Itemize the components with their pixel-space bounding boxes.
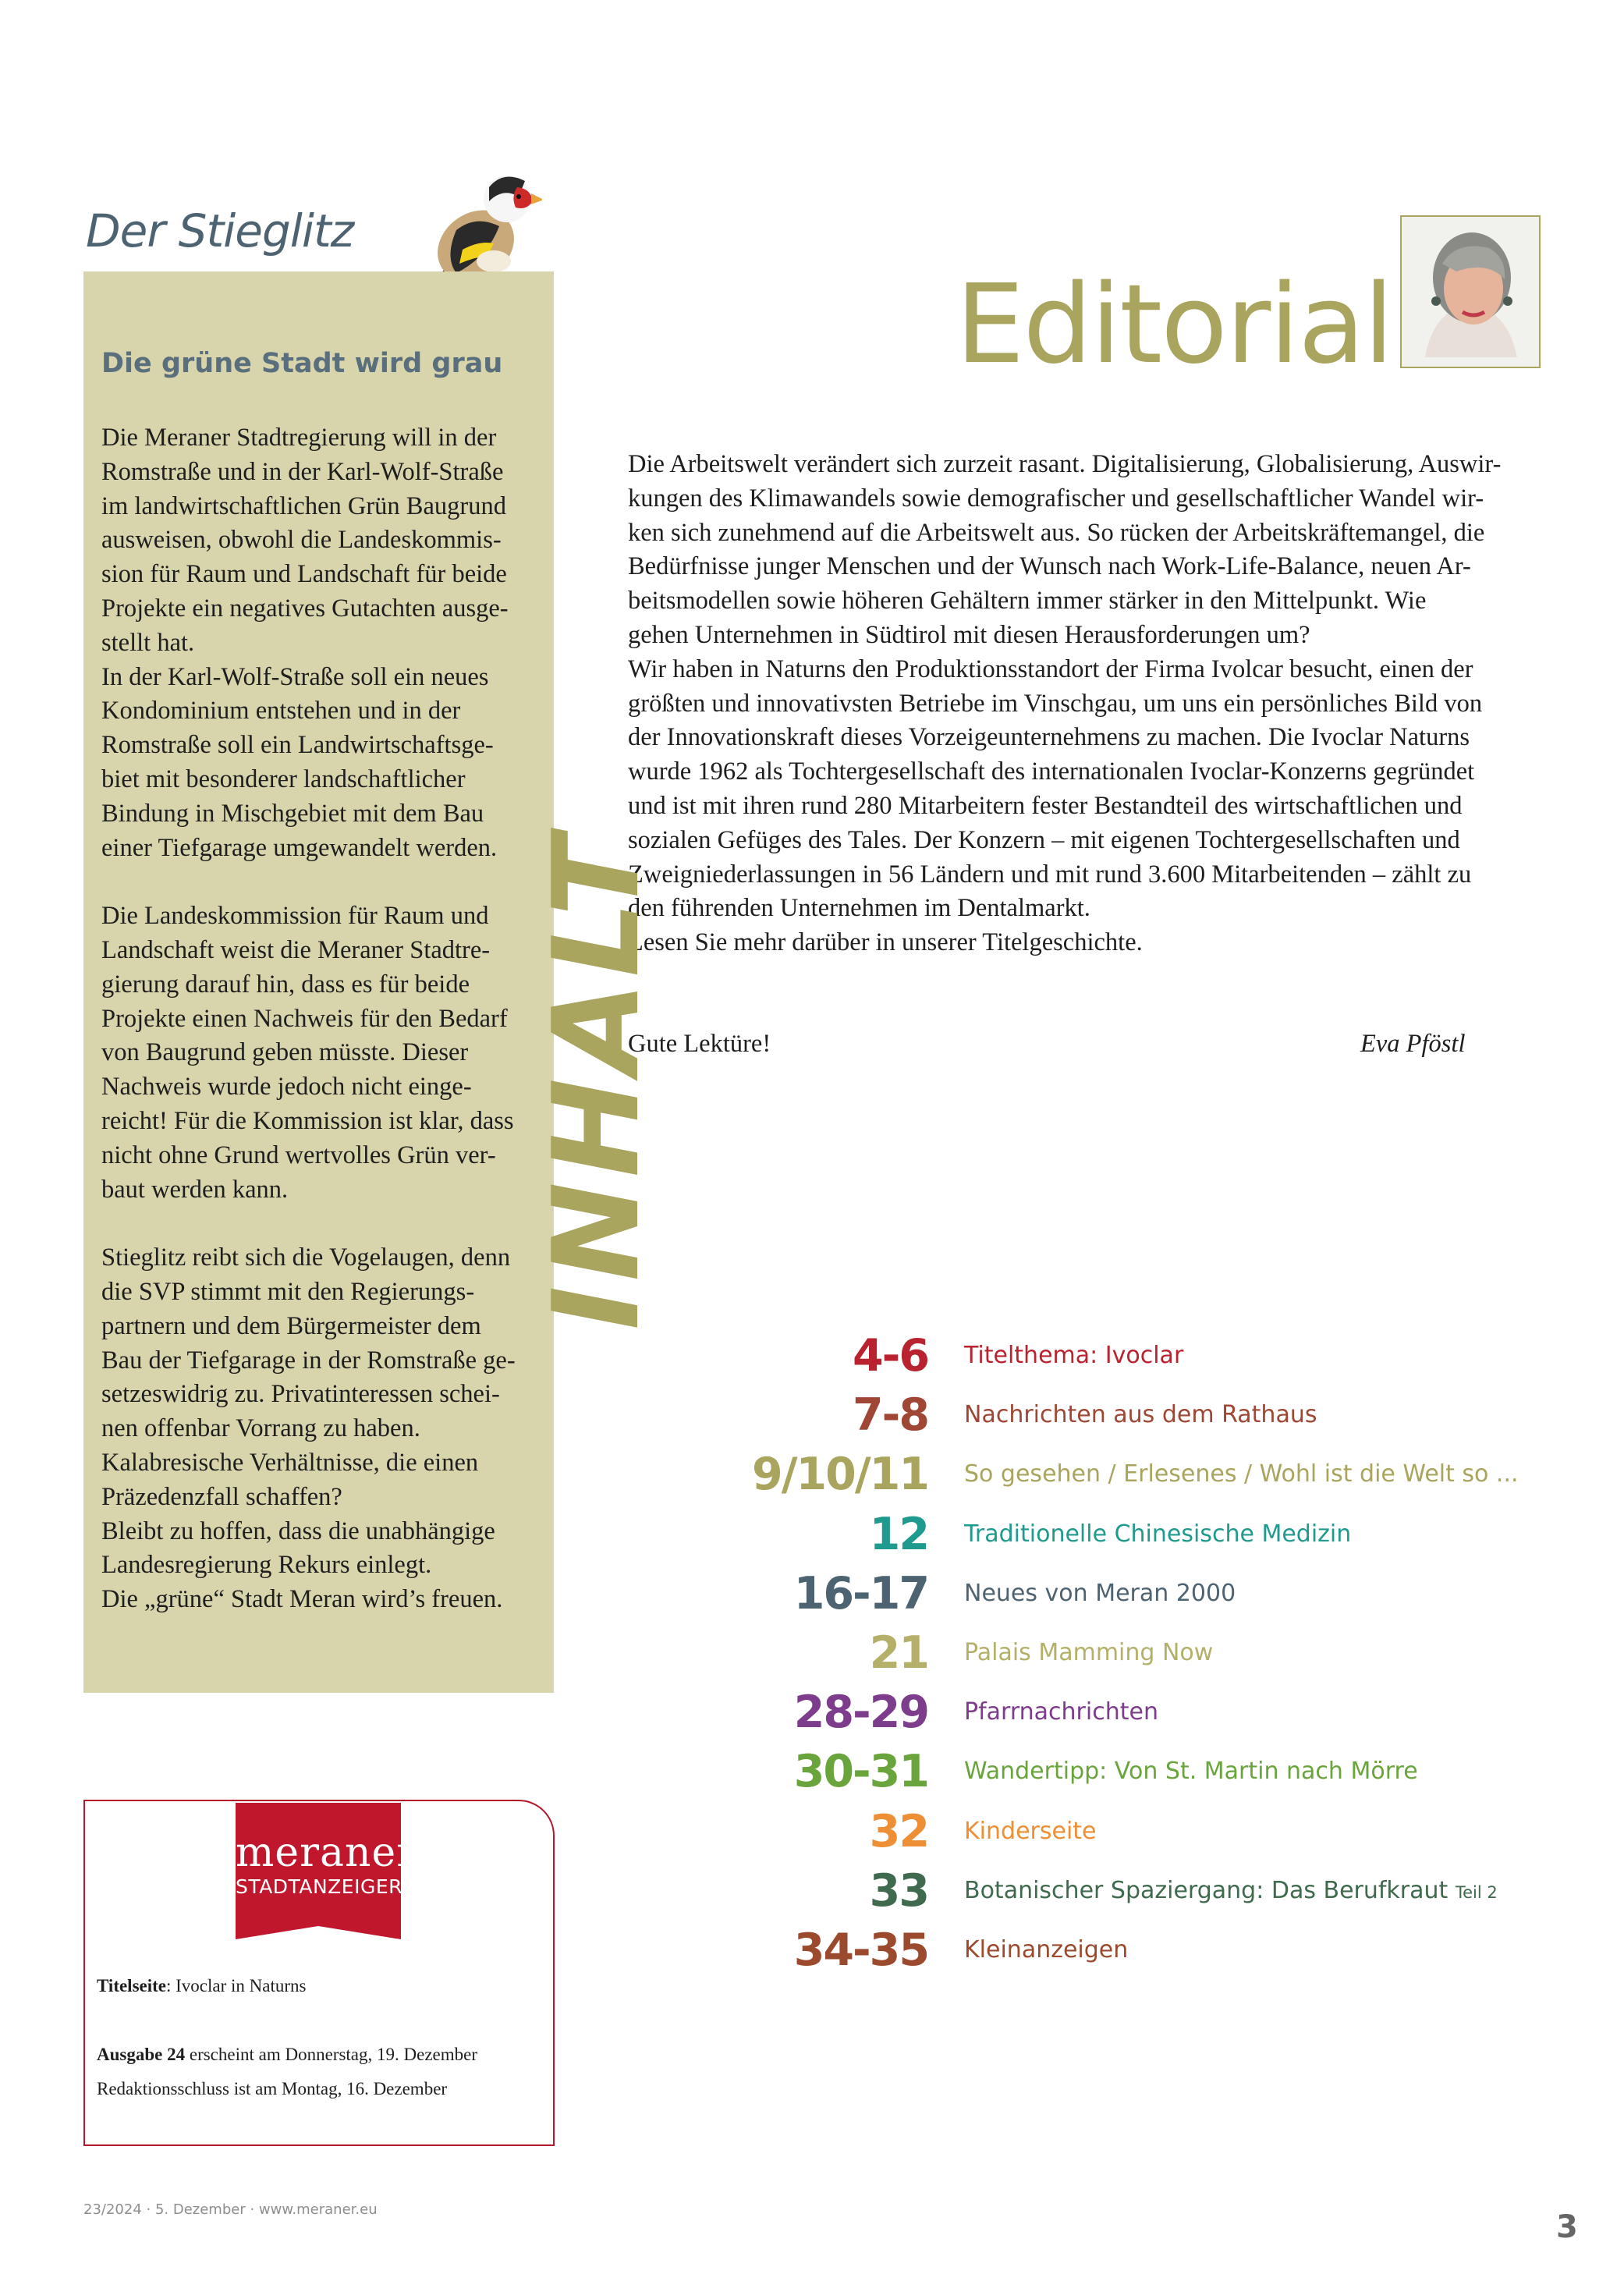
issue-label: Ausgabe 24 xyxy=(97,2045,186,2064)
sidebar-line: Die Landeskommission für Raum und xyxy=(101,902,489,931)
sidebar-line: baut werden kann. xyxy=(101,1175,289,1204)
sidebar-line: Bindung in Mischgebiet mit dem Bau xyxy=(101,799,484,828)
cover-info xyxy=(97,1976,306,1996)
cover-text: : Ivoclar in Naturns xyxy=(166,1976,307,1995)
sidebar-line: biet mit besonderer landschaftlicher xyxy=(101,764,466,793)
issue-text: erscheint am Donnerstag, 19. Dezember xyxy=(185,2045,477,2064)
sidebar-line: partnern und dem Bürgermeister dem xyxy=(101,1311,481,1340)
sidebar-line: Kalabresische Verhältnisse, die einen xyxy=(101,1448,479,1477)
sidebar-line: Die Meraner Stadtregierung will in der xyxy=(101,424,497,452)
sidebar-line: stellt hat. xyxy=(101,628,195,657)
toc-entry[interactable] xyxy=(964,1861,1498,1922)
toc-entry-title: Palais Mamming Now xyxy=(964,1639,1214,1666)
sidebar-line: von Baugrund geben müsste. Dieser xyxy=(101,1038,469,1067)
toc-pages: 12 xyxy=(869,1508,928,1560)
editorial-line: der Innovationskraft dieses Vorzeigeunternehmens zu machen. Die Ivoclar Naturns xyxy=(628,723,1470,752)
editorial-line: wurde 1962 als Tochtergesellschaft des internationalen Ivoclar-Konzerns gegründet xyxy=(628,757,1475,786)
sidebar-line: Kondominium entstehen und in der xyxy=(101,697,461,725)
sidebar-line: gierung darauf hin, dass es für beide xyxy=(101,970,470,999)
editorial-closing: Gute Lektüre! xyxy=(628,1030,771,1058)
editorial-line: und ist mit ihren rund 280 Mitarbeitern fester Bestandteil des wirtschaftlichen und xyxy=(628,791,1463,820)
cover-label: Titelseite xyxy=(97,1976,166,1995)
toc-pages: 34-35 xyxy=(793,1924,928,1976)
toc-pages: 16-17 xyxy=(793,1567,928,1619)
toc-pages: 30-31 xyxy=(793,1746,928,1798)
sidebar-line: Landschaft weist die Meraner Stadtre- xyxy=(101,935,491,964)
issue-info xyxy=(97,2045,477,2065)
editorial-line: beitsmodellen sowie höheren Gehältern immer stärker in den Mittelpunkt. Wie xyxy=(628,587,1427,615)
toc-pages: 9/10/11 xyxy=(752,1449,928,1501)
toc-entry[interactable] xyxy=(964,1623,1213,1683)
editorial-line: Lesen Sie mehr darüber in unserer Titelgeschichte. xyxy=(628,928,1143,957)
toc-entry-title: Pfarrnachrichten xyxy=(964,1698,1158,1726)
toc-entry[interactable] xyxy=(964,1505,1351,1564)
toc-entry-title: Kinderseite xyxy=(964,1817,1097,1845)
editorial-line: den führenden Unternehmen im Dentalmarkt. xyxy=(628,894,1090,923)
sidebar-line: Nachweis wurde jedoch nicht einge- xyxy=(101,1073,472,1101)
editorial-line: Zweigniederlassungen in 56 Ländern und mit rund 3.600 Mitarbeitenden – zählt zu xyxy=(628,860,1472,889)
sidebar-line: Präzedenzfall schaffen? xyxy=(101,1482,342,1511)
sidebar-line: reicht! Für die Kommission ist klar, dass xyxy=(101,1106,514,1135)
sidebar-line: Projekte einen Nachweis für den Bedarf xyxy=(101,1004,508,1033)
sidebar-line: im landwirtschaftlichen Grün Baugrund xyxy=(101,491,506,520)
sidebar-line: Stieglitz reibt sich die Vogelaugen, denn xyxy=(101,1243,511,1272)
toc-entry[interactable] xyxy=(964,1802,1097,1861)
editorial-line: Wir haben in Naturns den Produktionsstandort der Firma Ivolcar besucht, einen der xyxy=(628,655,1473,683)
sidebar-line: ausweisen, obwohl die Landeskommis- xyxy=(101,526,502,555)
sidebar-section-title: Der Stieglitz xyxy=(86,204,354,257)
sidebar-line: Landesregierung Rekurs einlegt. xyxy=(101,1551,432,1580)
toc-entry-title: Titelthema: Ivoclar xyxy=(964,1342,1184,1369)
toc-entry-title: So gesehen / Erlesenes / Wohl ist die Welt so ... xyxy=(964,1460,1519,1488)
toc-pages: 4-6 xyxy=(853,1330,928,1382)
toc-entry[interactable] xyxy=(964,1683,1158,1742)
toc-entry-note: Teil 2 xyxy=(1455,1882,1498,1902)
author-portrait xyxy=(1400,215,1541,368)
sidebar-line: Romstraße und in der Karl-Wolf-Straße xyxy=(101,457,504,486)
toc-entry[interactable] xyxy=(964,1564,1236,1623)
toc-entry-title: Traditionelle Chinesische Medizin xyxy=(964,1520,1352,1548)
editorial-line: ken sich zunehmend auf die Arbeitswelt aus. So rücken der Arbeitskräftemangel, die xyxy=(628,518,1485,547)
editorial-line: Die Arbeitswelt verändert sich zurzeit rasant. Digitalisierung, Globalisierung, Auswir- xyxy=(628,450,1502,478)
sidebar-line: einer Tiefgarage umgewandelt werden. xyxy=(101,833,498,862)
toc-pages: 21 xyxy=(869,1627,928,1679)
editorial-body xyxy=(628,448,1548,960)
toc-heading: INHALT xyxy=(527,831,665,1330)
page-number: 3 xyxy=(1556,2209,1578,2245)
page-footer: 23/2024 · 5. Dezember · www.meraner.eu xyxy=(83,2201,378,2218)
sidebar-line: setzeswidrig zu. Privatinteressen schei- xyxy=(101,1380,500,1409)
sidebar-paragraph xyxy=(101,1241,546,1617)
toc-entry-title: Neues von Meran 2000 xyxy=(964,1579,1236,1607)
editorial-author: Eva Pföstl xyxy=(1360,1030,1466,1058)
sidebar-line: Die „grüne“ Stadt Meran wird’s freuen. xyxy=(101,1585,503,1614)
brand-name: meraner xyxy=(236,1829,417,1876)
editorial-line: größten und innovativsten Betriebe im Vinschgau, um uns ein persönliches Bild von xyxy=(628,689,1483,718)
editorial-line: sozialen Gefüges des Tales. Der Konzern – mit eigenen Tochtergesellschaften und xyxy=(628,825,1460,854)
toc-entry[interactable] xyxy=(964,1385,1317,1445)
sidebar-line: Projekte ein negatives Gutachten ausge- xyxy=(101,594,509,623)
author-portrait-image xyxy=(1402,217,1539,367)
toc-entry-title: Botanischer Spaziergang: Das Berufkraut xyxy=(964,1876,1448,1904)
toc-entry[interactable] xyxy=(964,1445,1519,1504)
sidebar-paragraph xyxy=(101,421,546,865)
toc-entry[interactable] xyxy=(964,1921,1128,1980)
sidebar-article xyxy=(101,421,546,1651)
brand-subtitle: STADTANZEIGER xyxy=(236,1875,403,1898)
toc-pages: 28-29 xyxy=(793,1687,928,1739)
sidebar-line: Romstraße soll ein Landwirtschaftsge- xyxy=(101,731,494,760)
editorial-title: Editorial xyxy=(956,261,1392,388)
toc-pages: 32 xyxy=(869,1805,928,1857)
sidebar-line: sion für Raum und Landschaft für beide xyxy=(101,560,507,589)
sidebar-line: nen offenbar Vorrang zu haben. xyxy=(101,1414,420,1443)
sidebar-line: Bau der Tiefgarage in der Romstraße ge- xyxy=(101,1346,516,1375)
deadline-info: Redaktionsschluss ist am Montag, 16. Dezember xyxy=(97,2079,448,2098)
sidebar-line: Bleibt zu hoffen, dass die unabhängige xyxy=(101,1517,495,1545)
sidebar-heading: Die grüne Stadt wird grau xyxy=(101,348,503,379)
sidebar-line: die SVP stimmt mit den Regierungs- xyxy=(101,1277,475,1306)
editorial-line: kungen des Klimawandels sowie demografischer und gesellschaftlicher Wandel wir- xyxy=(628,484,1484,513)
sidebar-line: In der Karl-Wolf-Straße soll ein neues xyxy=(101,662,489,691)
toc-entry-title: Nachrichten aus dem Rathaus xyxy=(964,1401,1317,1429)
toc-entry[interactable] xyxy=(964,1742,1418,1801)
editorial-line: gehen Unternehmen in Südtirol mit diesen Herausforderungen um? xyxy=(628,620,1310,649)
toc-entry[interactable] xyxy=(964,1326,1183,1385)
editorial-line: Bedürfnisse junger Menschen und der Wunsch nach Work-Life-Balance, neuen Ar- xyxy=(628,552,1471,581)
toc-entry-title: Wandertipp: Von St. Martin nach Mörre xyxy=(964,1758,1418,1786)
toc-entry-title: Kleinanzeigen xyxy=(964,1936,1129,1964)
sidebar-line: nicht ohne Grund wertvolles Grün ver- xyxy=(101,1140,496,1169)
sidebar-paragraph xyxy=(101,899,546,1207)
toc-pages: 7-8 xyxy=(853,1389,928,1442)
toc-pages: 33 xyxy=(869,1864,928,1917)
